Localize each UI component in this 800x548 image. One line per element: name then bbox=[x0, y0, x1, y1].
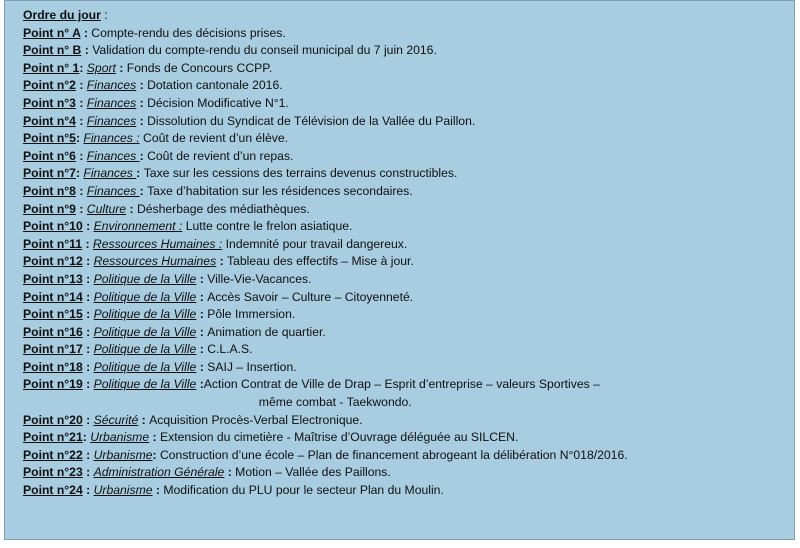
agenda-item: Point n°11 : Ressources Humaines : Indemnité pour travail dangereux. bbox=[23, 236, 408, 251]
item-key: Point n°3 bbox=[23, 95, 76, 110]
item-text: Coût de revient d’un élève. bbox=[143, 131, 289, 146]
item-text: Indemnité pour travail dangereux. bbox=[225, 236, 408, 251]
item-text: Action Contrat de Ville de Drap – Esprit d’entreprise – valeurs Sportives – même combat - Taekwondo. bbox=[203, 377, 600, 410]
item-key: Point n°12 bbox=[23, 254, 83, 269]
item-key: Point n°10 bbox=[23, 219, 83, 234]
agenda-item: Point n°21: Urbanisme : Extension du cimetière - Maîtrise d’Ouvrage déléguée au SILCEN. bbox=[23, 430, 519, 445]
item-category: Urbanisme bbox=[93, 483, 153, 498]
item-category: Sécurité bbox=[93, 412, 139, 427]
agenda-item: Point n°23 : Administration Générale : Motion – Vallée des Paillons. bbox=[23, 465, 391, 480]
item-text: Ville-Vie-Vacances. bbox=[207, 271, 312, 286]
item-key: Point n°14 bbox=[23, 289, 83, 304]
agenda-item: Point n°8 : Finances : Taxe d’habitation sur les résidences secondaires. bbox=[23, 183, 413, 198]
item-text: SAIJ – Insertion. bbox=[207, 359, 297, 374]
item-category: Politique de la Ville bbox=[93, 271, 197, 286]
agenda-item: Point n°2 : Finances : Dotation cantonale 2016. bbox=[23, 78, 283, 93]
agenda-panel bbox=[4, 0, 795, 540]
agenda-item: Point n°4 : Finances : Dissolution du Syndicat de Télévision de la Vallée du Paillon. bbox=[23, 113, 476, 128]
item-key: Point n°4 bbox=[23, 113, 76, 128]
item-key: Point n°21 bbox=[23, 430, 83, 445]
item-text: Animation de quartier. bbox=[207, 324, 326, 339]
agenda-item: Point n° 1: Sport : Fonds de Concours CCPP. bbox=[23, 60, 273, 75]
item-key: Point n°17 bbox=[23, 342, 83, 357]
item-text: Fonds de Concours CCPP. bbox=[126, 60, 273, 75]
item-category: Politique de la Ville bbox=[93, 377, 197, 392]
item-text: Dotation cantonale 2016. bbox=[147, 78, 283, 93]
item-text: Taxe d’habitation sur les résidences secondaires. bbox=[147, 183, 413, 198]
item-key: Point n°20 bbox=[23, 412, 83, 427]
agenda-item: Point n°15 : Politique de la Ville : Pôle Immersion. bbox=[23, 307, 296, 322]
item-category: Finances bbox=[86, 148, 140, 163]
item-category: Finances bbox=[86, 78, 137, 93]
item-category: Culture bbox=[86, 201, 127, 216]
agenda-item: Point n°3 : Finances : Décision Modificative N°1. bbox=[23, 95, 289, 110]
item-text: C.L.A.S. bbox=[207, 342, 253, 357]
item-text: Acquisition Procès-Verbal Electronique. bbox=[149, 412, 363, 427]
agenda-item: Point n°16 : Politique de la Ville : Animation de quartier. bbox=[23, 324, 326, 339]
item-key: Point n°9 bbox=[23, 201, 76, 216]
item-category: Urbanisme bbox=[90, 430, 150, 445]
item-text: Coût de revient d’un repas. bbox=[147, 148, 294, 163]
item-category: Finances : bbox=[83, 131, 140, 146]
agenda-item: Point n°18 : Politique de la Ville : SAIJ – Insertion. bbox=[23, 359, 297, 374]
item-text: Décision Modificative N°1. bbox=[147, 95, 289, 110]
item-key: Point n° 1 bbox=[23, 60, 80, 75]
agenda-item: Point n°24 : Urbanisme : Modification du PLU pour le secteur Plan du Moulin. bbox=[23, 483, 444, 498]
item-key: Point n°6 bbox=[23, 148, 76, 163]
item-text: Extension du cimetière - Maîtrise d’Ouvrage déléguée au SILCEN. bbox=[159, 430, 519, 445]
agenda-content bbox=[23, 7, 788, 500]
item-key: Point n°18 bbox=[23, 359, 83, 374]
item-category: Ressources Humaines : bbox=[92, 236, 223, 251]
agenda-item: Point n°14 : Politique de la Ville : Accès Savoir – Culture – Citoyenneté. bbox=[23, 289, 414, 304]
agenda-list bbox=[23, 25, 788, 377]
item-key: Point n°19 bbox=[23, 377, 83, 392]
agenda-item: Point n°10 : Environnement : Lutte contre le frelon asiatique. bbox=[23, 219, 353, 234]
agenda-item: Point n°22 : Urbanisme: Construction d’une école – Plan de financement abrogeant la délibération N°018/2016. bbox=[23, 447, 628, 462]
item-text: Lutte contre le frelon asiatique. bbox=[185, 219, 353, 234]
item-key: Point n°2 bbox=[23, 78, 76, 93]
item-key: Point n°5 bbox=[23, 131, 76, 146]
item-category: Finances bbox=[86, 95, 137, 110]
agenda-item: Point n° B : Validation du compte-rendu du conseil municipal du 7 juin 2016. bbox=[23, 43, 437, 58]
item-text: Validation du compte-rendu du conseil municipal du 7 juin 2016. bbox=[92, 43, 437, 58]
item-text: Compte-rendu des décisions prises. bbox=[91, 25, 286, 40]
item-text: Motion – Vallée des Paillons. bbox=[235, 465, 391, 480]
item-category: Ressources Humaines bbox=[93, 254, 217, 269]
item-text: Taxe sur les cessions des terrains devenus constructibles. bbox=[143, 166, 458, 181]
item-text: Accès Savoir – Culture – Citoyenneté. bbox=[207, 289, 414, 304]
item-category: Politique de la Ville bbox=[93, 289, 197, 304]
item-category: Administration Générale bbox=[93, 465, 225, 480]
agenda-item: Point n°12 : Ressources Humaines : Tableau des effectifs – Mise à jour. bbox=[23, 254, 414, 269]
item-category: Finances bbox=[83, 166, 137, 181]
item-text: Construction d’une école – Plan de financement abrogeant la délibération N°018/2016. bbox=[159, 447, 628, 462]
item-key: Point n°11 bbox=[23, 236, 83, 251]
item-category: Politique de la Ville bbox=[93, 324, 197, 339]
item-key: Point n°13 bbox=[23, 271, 83, 286]
item-text: Pôle Immersion. bbox=[207, 307, 296, 322]
item-key: Point n°15 bbox=[23, 307, 83, 322]
item-key: Point n°7 bbox=[23, 166, 76, 181]
item-category: Politique de la Ville bbox=[93, 307, 197, 322]
agenda-list-2 bbox=[23, 412, 788, 500]
agenda-item: Point n° A : Compte-rendu des décisions prises. bbox=[23, 25, 286, 40]
item-key: Point n° A bbox=[23, 25, 81, 40]
item-category: Politique de la Ville bbox=[93, 359, 197, 374]
item-category: Environnement : bbox=[93, 219, 183, 234]
item-key: Point n°8 bbox=[23, 183, 76, 198]
item-key: Point n°24 bbox=[23, 483, 83, 498]
agenda-title: Ordre du jour : bbox=[23, 8, 108, 22]
item-text: Désherbage des médiathèques. bbox=[136, 201, 310, 216]
item-text: Modification du PLU pour le secteur Plan du Moulin. bbox=[163, 483, 444, 498]
item-category: Sport bbox=[86, 60, 116, 75]
agenda-item: Point n°17 : Politique de la Ville : C.L.A.S. bbox=[23, 342, 253, 357]
agenda-item: Point n°20 : Sécurité : Acquisition Procès-Verbal Electronique. bbox=[23, 412, 363, 427]
item-category: Finances bbox=[86, 183, 140, 198]
agenda-item: Point n°9 : Culture : Désherbage des médiathèques. bbox=[23, 201, 310, 216]
agenda-item: Point n°6 : Finances : Coût de revient d’un repas. bbox=[23, 148, 294, 163]
page-bottom bbox=[4, 540, 795, 548]
item-key: Point n°22 bbox=[23, 447, 83, 462]
item-text: Dissolution du Syndicat de Télévision de la Vallée du Paillon. bbox=[147, 113, 476, 128]
item-category: Urbanisme bbox=[93, 447, 153, 462]
item-key: Point n°16 bbox=[23, 324, 83, 339]
agenda-item-19: Point n°19 : Politique de la Ville : Action Contrat de Ville de Drap – Esprit d’entreprise – valeurs Sportives – même combat - Taekwondo. bbox=[23, 376, 788, 411]
item-category: Finances bbox=[86, 113, 137, 128]
agenda-item: Point n°5: Finances : Coût de revient d’un élève. bbox=[23, 131, 289, 146]
agenda-item: Point n°13 : Politique de la Ville : Ville-Vie-Vacances. bbox=[23, 271, 312, 286]
agenda-item: Point n°7: Finances : Taxe sur les cessions des terrains devenus constructibles. bbox=[23, 166, 458, 181]
item-key: Point n°23 bbox=[23, 465, 83, 480]
item-text: Tableau des effectifs – Mise à jour. bbox=[227, 254, 414, 269]
item-category: Politique de la Ville bbox=[93, 342, 197, 357]
item-key: Point n° B bbox=[23, 43, 82, 58]
